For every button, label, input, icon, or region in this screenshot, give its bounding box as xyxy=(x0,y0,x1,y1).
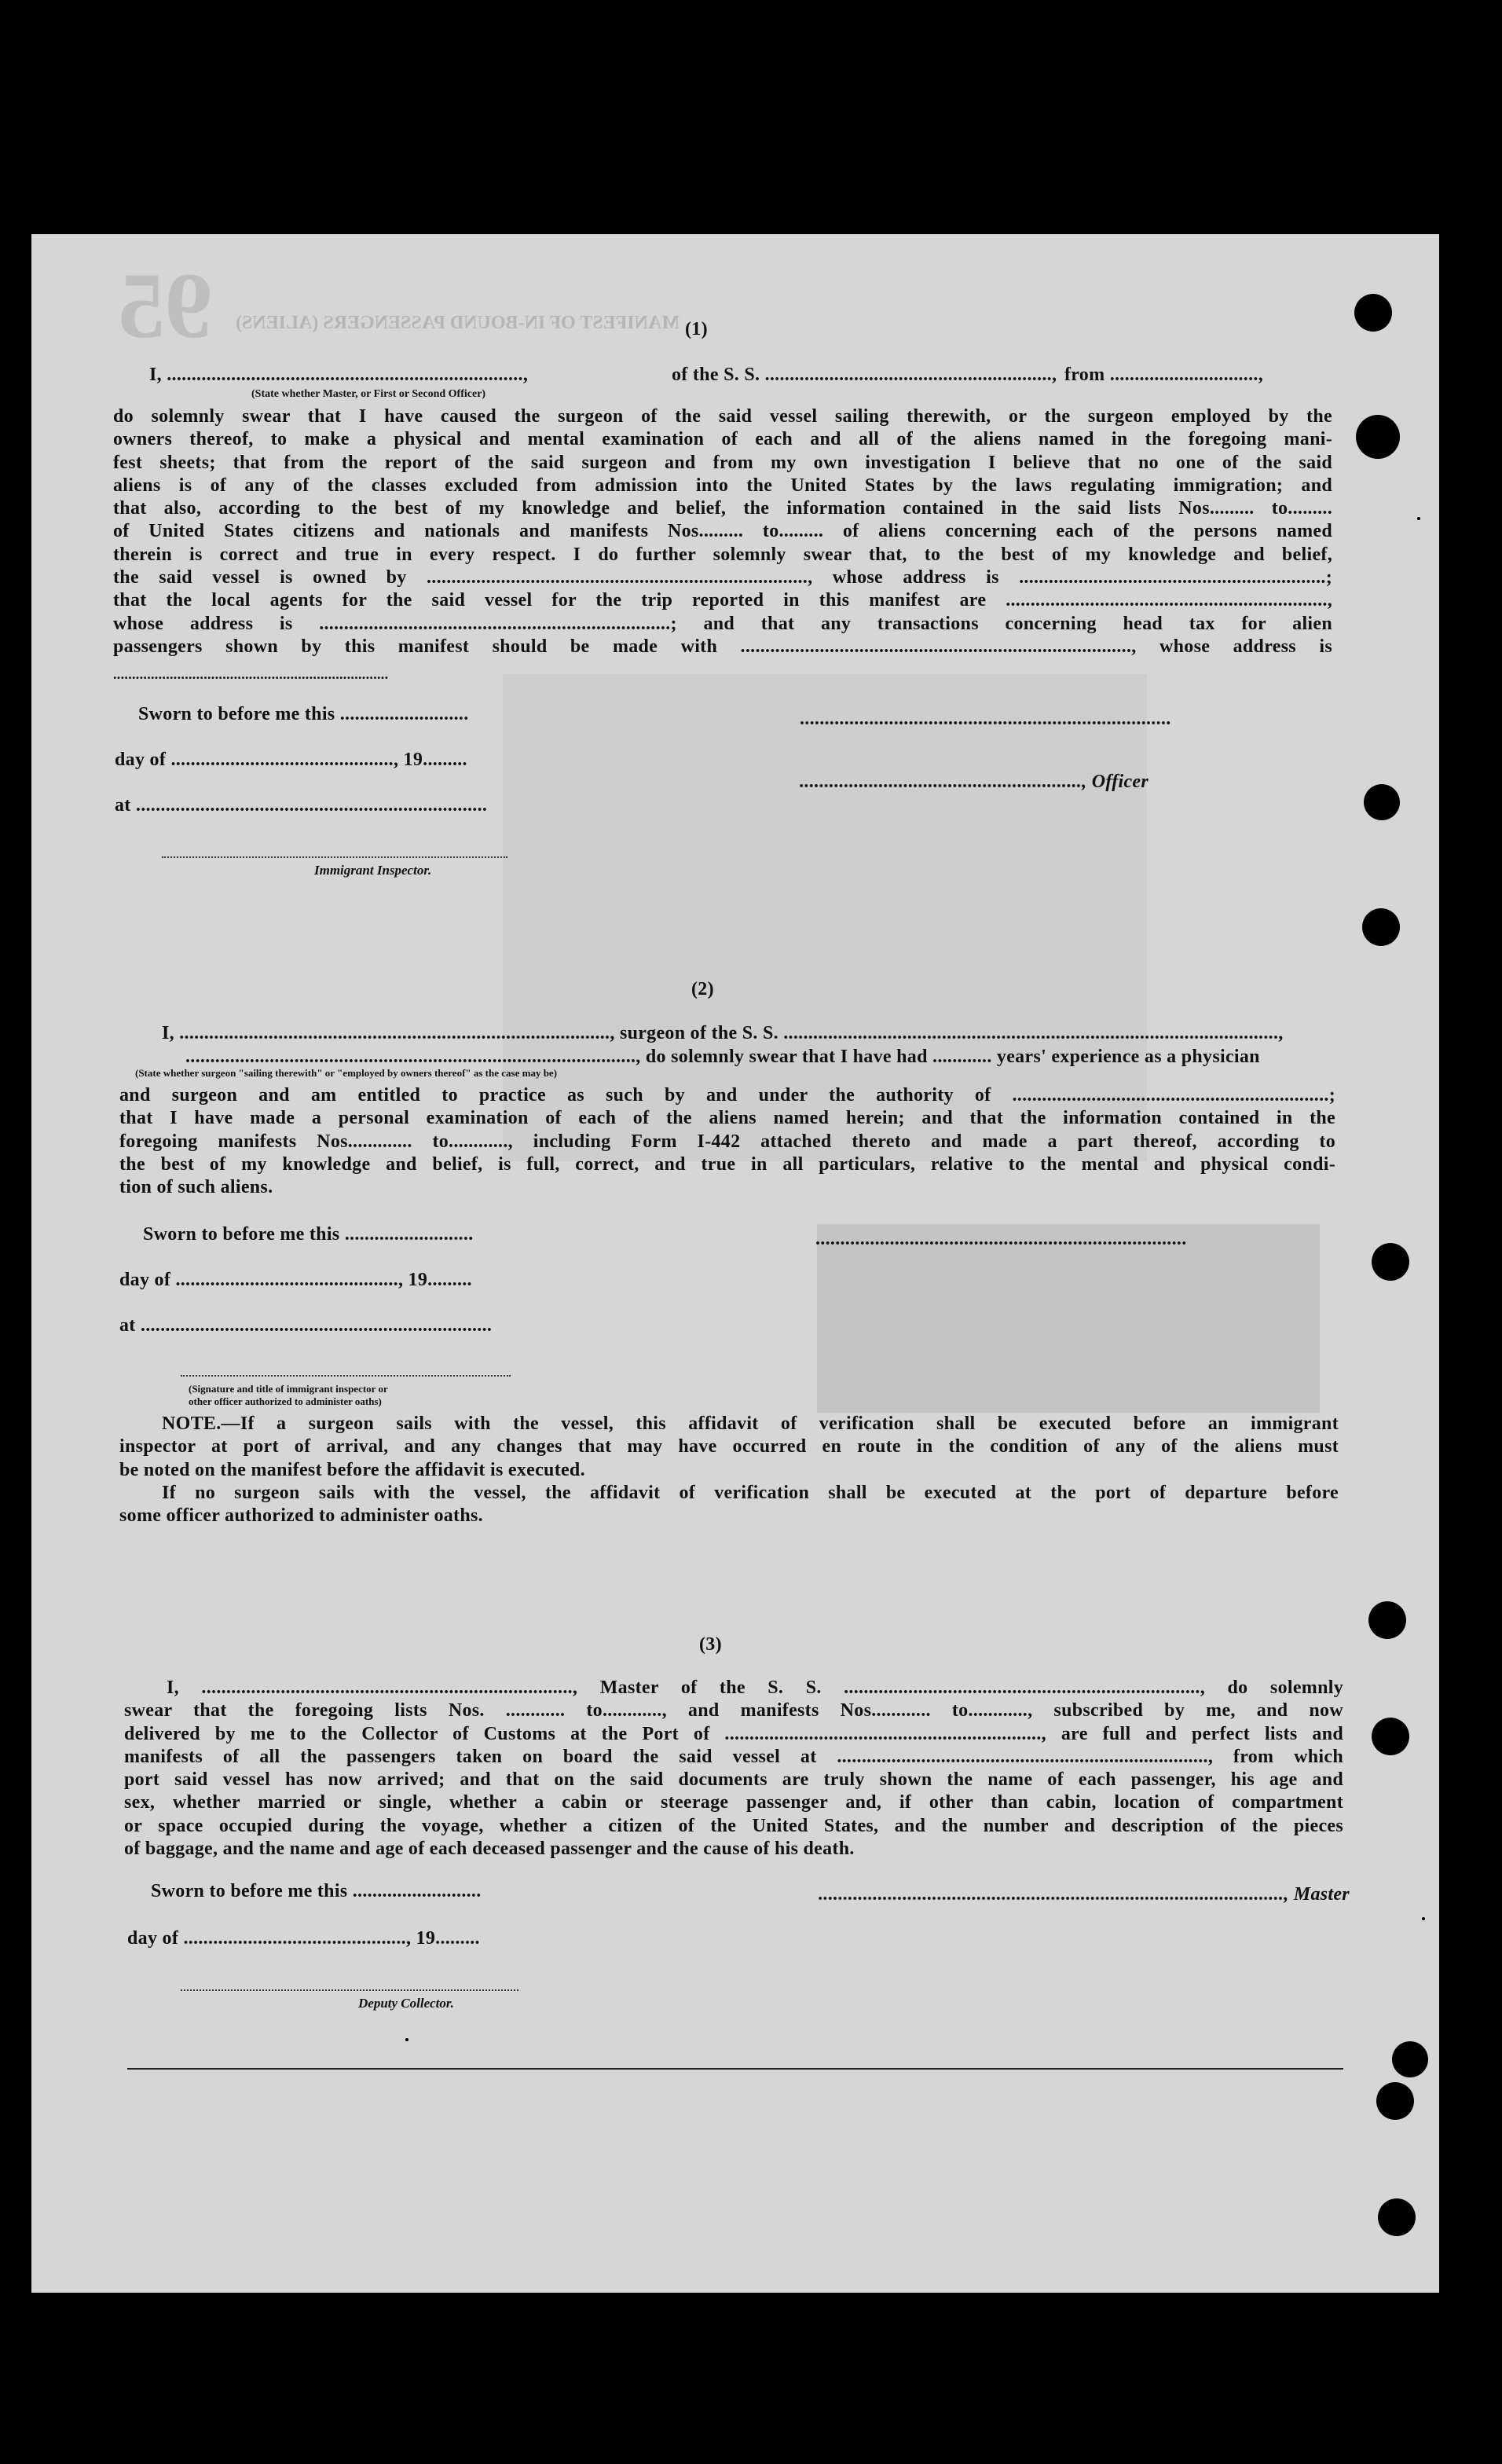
note-line: NOTE.—If a surgeon sails with the vessel, this affidavit of verification shall be executed before an immigrant xyxy=(162,1414,1339,1434)
bottom-rule xyxy=(127,2068,1343,2070)
section-2-signature-line xyxy=(181,1375,511,1377)
section-1-day: day of ............................................., 19......... xyxy=(115,750,467,770)
section-3-body xyxy=(124,1677,1343,1861)
section-1-body-line: aliens is of any of the classes excluded from admission into the United States by the laws regulating immigration; and xyxy=(113,475,1332,496)
deputy-signature-line xyxy=(181,1989,518,1991)
section-3-number: (3) xyxy=(699,1634,722,1655)
section-1-line1-sub: (State whether Master, or First or Second Officer) xyxy=(251,388,486,400)
section-1-body-line: owners thereof, to make a physical and mental examination of each and all of the aliens named in the foregoing mani- xyxy=(113,429,1332,450)
section-1-body-line: of United States citizens and nationals and manifests Nos......... to......... of aliens concerning each of the persons named xyxy=(113,521,1332,542)
note-last-line: be noted on the manifest before the affidavit is executed. xyxy=(119,1459,585,1480)
section-1-body-line: do solemnly swear that I have caused the surgeon of the said vessel sailing therewith, or the surgeon employed by the xyxy=(113,406,1332,427)
section-1-signature-blank: ........................................................................... xyxy=(800,709,1171,729)
punch-hole xyxy=(1354,294,1392,332)
section-1-body xyxy=(113,405,1332,658)
section-1-line1-from: from .............................., xyxy=(1064,365,1264,385)
punch-hole xyxy=(1378,2198,1416,2236)
speck xyxy=(1417,517,1420,520)
section-2-sig-caption-2: other officer authorized to administer oaths) xyxy=(189,1395,382,1407)
section-2-sig-caption-1: (Signature and title of immigrant inspector or xyxy=(189,1383,388,1395)
section-1-body-line: passengers shown by this manifest should be made with ..............................................................................., whose address is xyxy=(113,636,1332,657)
section-2-line1: I, ......................................................................................., surgeon of the S. S. ...................................................................................................., xyxy=(162,1023,1284,1043)
speck xyxy=(1422,1917,1425,1920)
section-1-at: at ....................................................................... xyxy=(115,795,488,816)
section-1-officer: ........................................................., Officer xyxy=(800,772,1148,792)
section-1-body-line: fest sheets; that from the report of the said surgeon and from my own investigation I believe that no one of the said xyxy=(113,452,1332,473)
section-2-sworn: Sworn to before me this .......................... xyxy=(143,1224,474,1245)
section-1-body-line: the said vessel is owned by ............................................................................., whose address is ..............................................................; xyxy=(113,567,1332,588)
punch-hole xyxy=(1356,415,1400,459)
bleed-through-header: MANIFEST OF IN-BOUND PASSENGERS (ALIENS) xyxy=(236,313,680,333)
section-2-at: at ....................................................................... xyxy=(119,1315,493,1336)
speck xyxy=(405,2038,408,2041)
section-2-body xyxy=(119,1084,1335,1199)
section-3-body-line: delivered by me to the Collector of Customs at the Port of ................................................................, are full and perfect lists and xyxy=(124,1723,1343,1744)
section-3-body-line: port said vessel has now arrived; and that on the said documents are truly shown the name of each passenger, his age and xyxy=(124,1769,1343,1791)
section-1-line1-ship: of the S. S. .........................................................., xyxy=(672,365,1057,385)
note-line: inspector at port of arrival, and any changes that may have occurred en route in the condition of any of the aliens must xyxy=(119,1436,1339,1458)
punch-hole xyxy=(1372,1243,1409,1281)
section-3-body-line: sex, whether married or single, whether a cabin or steerage passenger and, if other than cabin, location of compartment xyxy=(124,1792,1343,1813)
section-2-note xyxy=(119,1413,1339,1527)
section-2-sub: (State whether surgeon "sailing therewith" or "employed by owners thereof" as the case may be) xyxy=(135,1067,558,1079)
punch-hole xyxy=(1368,1601,1406,1639)
section-1-sworn: Sworn to before me this .......................... xyxy=(138,704,469,724)
section-3-body-line: or space occupied during the voyage, whether a citizen of the United States, and the number and description of the pieces xyxy=(124,1815,1343,1836)
punch-hole xyxy=(1392,2041,1428,2077)
section-2-body-last-line: tion of such aliens. xyxy=(119,1177,273,1198)
section-3-master: .............................................................................................., Master xyxy=(819,1884,1350,1905)
inspector-signature-line xyxy=(162,856,507,858)
note2-last-line: some officer authorized to administer oaths. xyxy=(119,1505,483,1527)
section-2-body-line: foregoing manifests Nos............. to............, including Form I-442 attached thereto and made a part thereof, according to xyxy=(119,1131,1335,1152)
section-3-body-line: I, ..........................................................................., Master of the S. S. ........................................................................, do solemnly xyxy=(167,1678,1343,1698)
section-3-day: day of ............................................., 19......... xyxy=(127,1928,480,1949)
section-1-body-line: whose address is .......................................................................; and that any transactions concerning head tax for alien xyxy=(113,613,1332,634)
section-3-deputy: Deputy Collector. xyxy=(358,1996,454,2011)
section-2-number: (2) xyxy=(691,979,714,999)
bleed-through-number: 95 xyxy=(118,253,212,358)
section-2-body-line: that I have made a personal examination of each of the aliens named herein; and that the information contained in the xyxy=(119,1108,1335,1129)
section-2-body-line: and surgeon and am entitled to practice as such by and under the authority of ................................................................; xyxy=(119,1085,1335,1106)
note2-line: If no surgeon sails with the vessel, the affidavit of verification shall be executed at the port of departure before xyxy=(162,1482,1339,1503)
punch-hole xyxy=(1362,908,1400,946)
punch-hole xyxy=(1376,2082,1414,2120)
section-1-body-line: that the local agents for the said vessel for the trip reported in this manifest are ................................................................., xyxy=(113,590,1332,611)
section-1-line1-start: I, ........................................................................, xyxy=(149,365,529,385)
section-2-body-line: the best of my knowledge and belief, is full, correct, and true in all particulars, relative to the mental and physical condi- xyxy=(119,1153,1335,1175)
punch-hole xyxy=(1364,784,1400,820)
section-1-number: (1) xyxy=(685,319,708,339)
section-1-body-line: that also, according to the best of my knowledge and belief, the information contained in the said lists Nos......... to......... xyxy=(113,498,1332,519)
section-3-body-line: swear that the foregoing lists Nos. ............ to............, and manifests Nos............ to............, subscribed by me, and now xyxy=(124,1700,1343,1722)
section-1-trailing-dots: ......................................................................... xyxy=(113,666,389,682)
bleed-through-stamp xyxy=(817,1224,1320,1413)
section-3-sworn: Sworn to before me this .......................... xyxy=(151,1881,482,1901)
section-3-body-line: manifests of all the passengers taken on board the said vessel at ..........................................................................., from which xyxy=(124,1746,1343,1767)
section-2-line2: ..........................................................................................., do solemnly swear that I have had ............ years' experience as a physician xyxy=(185,1047,1260,1067)
section-2-day: day of ............................................., 19......... xyxy=(119,1270,472,1290)
section-1-inspector-title: Immigrant Inspector. xyxy=(314,863,432,878)
document-page xyxy=(31,234,1439,2293)
section-2-signature-blank: ........................................................................... xyxy=(815,1229,1187,1249)
punch-hole xyxy=(1372,1718,1409,1755)
section-1-body-line: therein is correct and true in every respect. I do further solemnly swear that, to the best of my knowledge and belief, xyxy=(113,544,1332,565)
section-3-body-last-line: of baggage, and the name and age of each deceased passenger and the cause of his death. xyxy=(124,1839,855,1860)
